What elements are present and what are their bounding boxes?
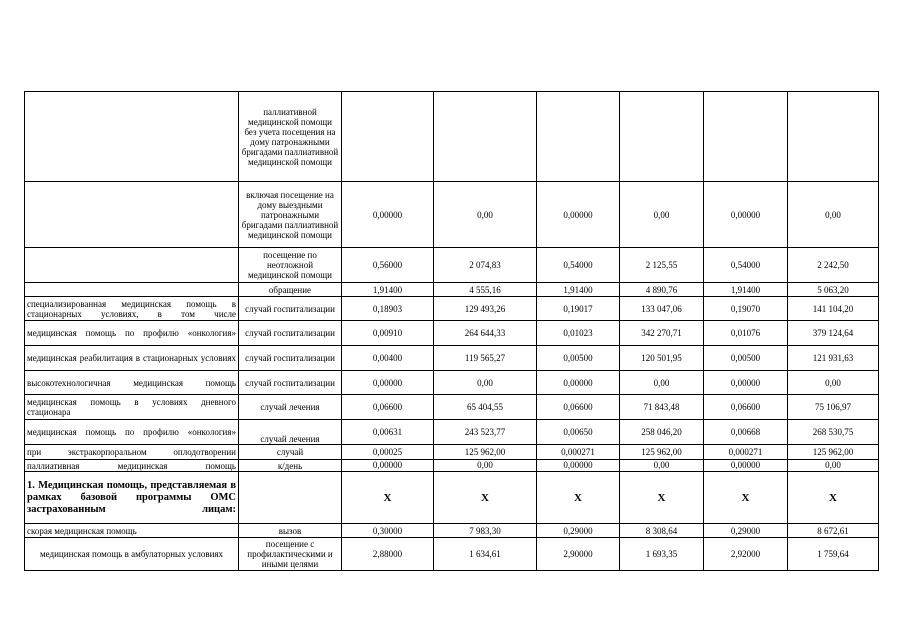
cell-value bbox=[788, 92, 879, 182]
row-unit: обращение bbox=[239, 283, 342, 297]
cell-value bbox=[537, 92, 620, 182]
row-unit: случай госпитализации bbox=[239, 371, 342, 395]
cell-value bbox=[620, 92, 704, 182]
cell-value: 0,000271 bbox=[704, 445, 788, 460]
cell-value: 0,06600 bbox=[704, 395, 788, 420]
row-unit: посещение с профилактическими и иными целями bbox=[239, 538, 342, 571]
table-row bbox=[25, 371, 879, 395]
cell-value: X bbox=[620, 472, 704, 524]
cell-value bbox=[434, 92, 537, 182]
row-unit: к/день bbox=[239, 460, 342, 472]
cell-value: 258 046,20 bbox=[620, 420, 704, 445]
cell-value: 4 555,16 bbox=[434, 283, 537, 297]
cell-value: 0,00668 bbox=[704, 420, 788, 445]
cell-value: 2 074,83 bbox=[434, 248, 537, 283]
tariff-table bbox=[24, 91, 879, 571]
cell-value: 1,91400 bbox=[342, 283, 434, 297]
row-name: медицинская помощь в условиях дневного стационара bbox=[25, 395, 239, 420]
row-unit bbox=[239, 472, 342, 524]
cell-value: 0,00 bbox=[620, 371, 704, 395]
row-unit: посещение по неотложной медицинской помощи bbox=[239, 248, 342, 283]
cell-value: 2,88000 bbox=[342, 538, 434, 571]
cell-value: 0,54000 bbox=[704, 248, 788, 283]
cell-value: 0,00000 bbox=[537, 460, 620, 472]
cell-value: 0,00 bbox=[788, 460, 879, 472]
cell-value: 0,00025 bbox=[342, 445, 434, 460]
row-name bbox=[25, 283, 239, 297]
cell-value: 2,92000 bbox=[704, 538, 788, 571]
cell-value: 5 063,20 bbox=[788, 283, 879, 297]
cell-value: 1,91400 bbox=[704, 283, 788, 297]
cell-value: 8 672,61 bbox=[788, 524, 879, 538]
table-row bbox=[25, 538, 879, 571]
cell-value: 1 634,61 bbox=[434, 538, 537, 571]
row-unit: вызов bbox=[239, 524, 342, 538]
cell-value: 0,00000 bbox=[342, 460, 434, 472]
cell-value: 0,29000 bbox=[704, 524, 788, 538]
row-name: специализированная медицинская помощь в стационарных условиях, в том числе bbox=[25, 297, 239, 321]
row-name: медицинская помощь по профилю «онкология» bbox=[25, 321, 239, 346]
cell-value: 0,00000 bbox=[704, 460, 788, 472]
cell-value: 0,54000 bbox=[537, 248, 620, 283]
cell-value: 0,00 bbox=[788, 182, 879, 248]
table-row bbox=[25, 283, 879, 297]
cell-value: 0,000271 bbox=[537, 445, 620, 460]
cell-value: 268 530,75 bbox=[788, 420, 879, 445]
cell-value: 120 501,95 bbox=[620, 346, 704, 371]
cell-value: 0,00 bbox=[434, 371, 537, 395]
cell-value: 0,00 bbox=[788, 371, 879, 395]
cell-value: 0,00910 bbox=[342, 321, 434, 346]
cell-value: 0,00000 bbox=[537, 182, 620, 248]
cell-value: 8 308,64 bbox=[620, 524, 704, 538]
cell-value: 1 759,64 bbox=[788, 538, 879, 571]
row-name: скорая медицинская помощь bbox=[25, 524, 239, 538]
table-row bbox=[25, 472, 879, 524]
row-unit: случай bbox=[239, 445, 342, 460]
table-row bbox=[25, 346, 879, 371]
cell-value: 0,29000 bbox=[537, 524, 620, 538]
cell-value: X bbox=[704, 472, 788, 524]
cell-value: 0,56000 bbox=[342, 248, 434, 283]
cell-value bbox=[342, 92, 434, 182]
table-row bbox=[25, 92, 879, 182]
row-unit: случай госпитализации bbox=[239, 297, 342, 321]
cell-value: 0,19070 bbox=[704, 297, 788, 321]
cell-value: 4 890,76 bbox=[620, 283, 704, 297]
cell-value: 0,00 bbox=[434, 182, 537, 248]
row-name: медицинская реабилитация в стационарных условиях bbox=[25, 346, 239, 371]
row-unit: случай лечения bbox=[239, 420, 342, 445]
cell-value: 0,00 bbox=[434, 460, 537, 472]
cell-value: 0,00 bbox=[620, 182, 704, 248]
cell-value: X bbox=[342, 472, 434, 524]
cell-value: 243 523,77 bbox=[434, 420, 537, 445]
row-name: медицинская помощь по профилю «онкология» bbox=[25, 420, 239, 445]
table-row bbox=[25, 321, 879, 346]
cell-value: 0,19017 bbox=[537, 297, 620, 321]
cell-value: 0,00650 bbox=[537, 420, 620, 445]
table-row bbox=[25, 182, 879, 248]
cell-value: 7 983,30 bbox=[434, 524, 537, 538]
row-name: паллиативная медицинская помощь bbox=[25, 460, 239, 472]
cell-value: 264 644,33 bbox=[434, 321, 537, 346]
table-row bbox=[25, 297, 879, 321]
table-row bbox=[25, 395, 879, 420]
row-name bbox=[25, 92, 239, 182]
cell-value: 0,06600 bbox=[537, 395, 620, 420]
row-unit: включая посещение на дому выездными патронажными бригадами паллиативной медицинской помощи bbox=[239, 182, 342, 248]
row-name: 1. Медицинская помощь, представляемая в рамках базовой программы ОМС застрахованным лицам: bbox=[25, 472, 239, 524]
cell-value: 0,00000 bbox=[342, 371, 434, 395]
table-row bbox=[25, 248, 879, 283]
cell-value: 1 693,35 bbox=[620, 538, 704, 571]
cell-value: 0,00500 bbox=[704, 346, 788, 371]
cell-value: 379 124,64 bbox=[788, 321, 879, 346]
cell-value: 0,01076 bbox=[704, 321, 788, 346]
table-row bbox=[25, 524, 879, 538]
row-name: медицинская помощь в амбулаторных условиях bbox=[25, 538, 239, 571]
cell-value: 0,00400 bbox=[342, 346, 434, 371]
cell-value: 0,00000 bbox=[704, 371, 788, 395]
row-name bbox=[25, 248, 239, 283]
cell-value: 71 843,48 bbox=[620, 395, 704, 420]
cell-value: 1,91400 bbox=[537, 283, 620, 297]
cell-value: 133 047,06 bbox=[620, 297, 704, 321]
cell-value: 2 242,50 bbox=[788, 248, 879, 283]
cell-value: 125 962,00 bbox=[434, 445, 537, 460]
cell-value: 0,00000 bbox=[342, 182, 434, 248]
table-row bbox=[25, 420, 879, 445]
cell-value: 65 404,55 bbox=[434, 395, 537, 420]
table-row bbox=[25, 460, 879, 472]
cell-value: 0,00500 bbox=[537, 346, 620, 371]
cell-value: X bbox=[434, 472, 537, 524]
cell-value: 125 962,00 bbox=[788, 445, 879, 460]
cell-value: 129 493,26 bbox=[434, 297, 537, 321]
cell-value: 125 962,00 bbox=[620, 445, 704, 460]
cell-value: 0,18903 bbox=[342, 297, 434, 321]
cell-value: 0,30000 bbox=[342, 524, 434, 538]
cell-value: 75 106,97 bbox=[788, 395, 879, 420]
cell-value: 0,00631 bbox=[342, 420, 434, 445]
cell-value: 141 104,20 bbox=[788, 297, 879, 321]
cell-value bbox=[704, 92, 788, 182]
table-row bbox=[25, 445, 879, 460]
cell-value: 2 125,55 bbox=[620, 248, 704, 283]
cell-value: 0,00000 bbox=[704, 182, 788, 248]
cell-value: 0,00 bbox=[620, 460, 704, 472]
row-unit: случай госпитализации bbox=[239, 321, 342, 346]
row-unit: случай госпитализации bbox=[239, 346, 342, 371]
row-name: высокотехнологичная медицинская помощь bbox=[25, 371, 239, 395]
cell-value: 0,06600 bbox=[342, 395, 434, 420]
cell-value: 342 270,71 bbox=[620, 321, 704, 346]
cell-value: 0,01023 bbox=[537, 321, 620, 346]
cell-value: 119 565,27 bbox=[434, 346, 537, 371]
cell-value: 2,90000 bbox=[537, 538, 620, 571]
row-name: при экстракорпоральном оплодотворении bbox=[25, 445, 239, 460]
row-unit: случай лечения bbox=[239, 395, 342, 420]
row-unit: паллиативной медицинской помощи без учета посещения на дому патронажными бригадами паллиативной медицинской помощи bbox=[239, 92, 342, 182]
cell-value: 121 931,63 bbox=[788, 346, 879, 371]
cell-value: X bbox=[788, 472, 879, 524]
row-name bbox=[25, 182, 239, 248]
cell-value: X bbox=[537, 472, 620, 524]
cell-value: 0,00000 bbox=[537, 371, 620, 395]
